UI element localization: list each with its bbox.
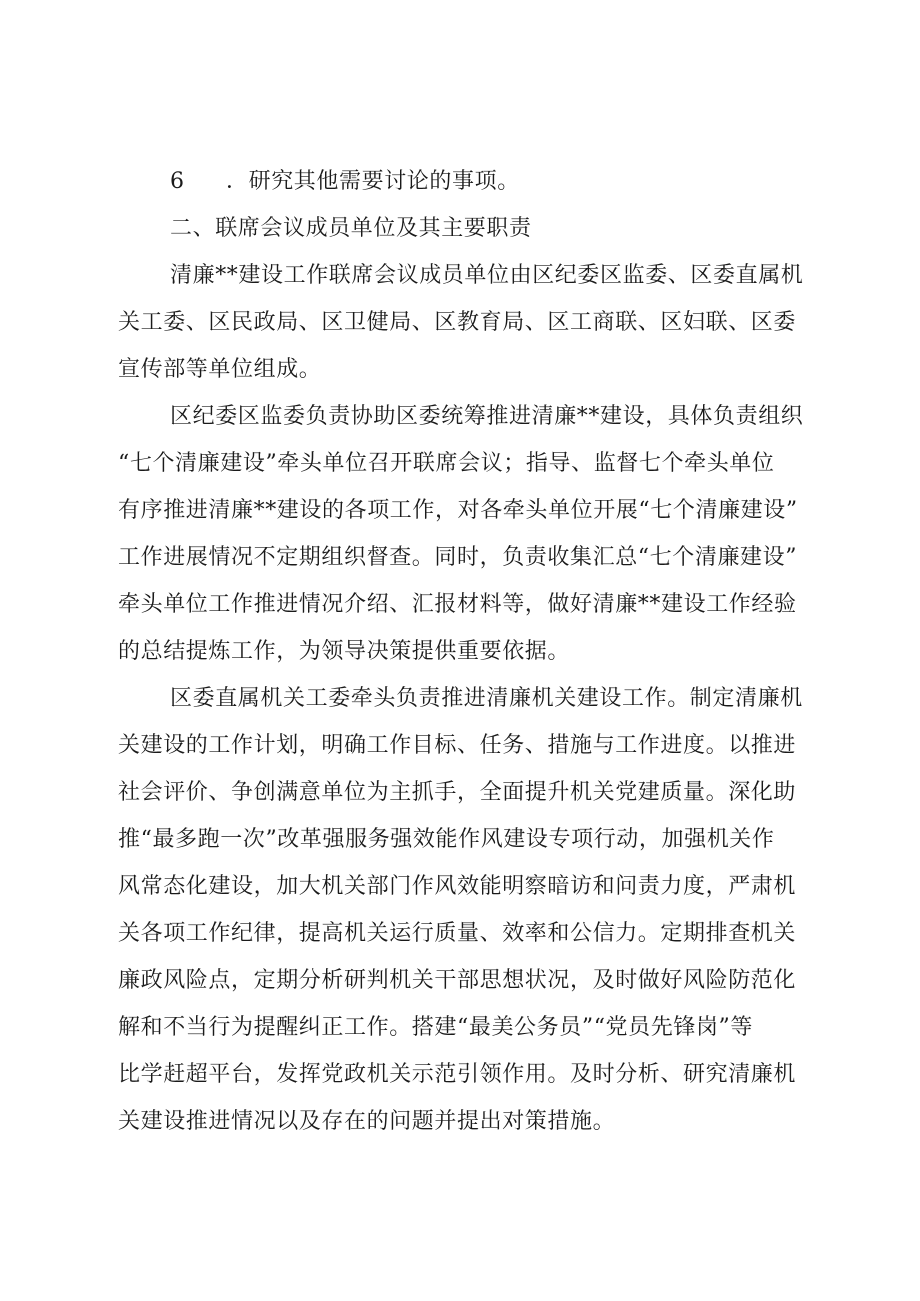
paragraph-line: 区纪委区监委负责协助区委统筹推进清廉**建设，具体负责组织: [170, 404, 804, 429]
paragraph-line: “七个清廉建设”牵头单位召开联席会议；指导、监督七个牵头单位: [118, 451, 775, 476]
paragraph-discipline-committee: [118, 393, 808, 675]
document-body: [118, 158, 808, 1145]
paragraph-members: [118, 252, 808, 393]
paragraph-line: 牵头单位工作推进情况介绍、汇报材料等，做好清廉**建设工作经验: [118, 592, 797, 617]
paragraph-organs-committee: [118, 675, 808, 1145]
paragraph-line: 关各项工作纪律，提高机关运行质量、效率和公信力。定期排查机关: [118, 921, 797, 946]
paragraph-line: 推“最多跑一次”改革强服务强效能作风建设专项行动，加强机关作: [118, 827, 775, 852]
paragraph-line: 社会评价、争创满意单位为主抓手，全面提升机关党建质量。深化助: [118, 780, 797, 805]
list-item-number: 6: [170, 169, 185, 194]
paragraph-line: 廉政风险点，定期分析研判机关干部思想状况，及时做好风险防范化: [118, 968, 797, 993]
paragraph-line: 风常态化建设，加大机关部门作风效能明察暗访和问责力度，严肃机: [118, 874, 797, 899]
paragraph-line: 关建设的工作计划，明确工作目标、任务、措施与工作进度。以推进: [118, 733, 797, 758]
section-heading: 二、联席会议成员单位及其主要职责: [170, 216, 532, 241]
paragraph-line: 比学赶超平台，发挥党政机关示范引领作用。及时分析、研究清廉机: [118, 1062, 797, 1087]
paragraph-line: 清廉**建设工作联席会议成员单位由区纪委区监委、区委直属机: [170, 263, 804, 288]
paragraph-line: 解和不当行为提醒纠正工作。搭建“最美公务员”“党员先锋岗”等: [118, 1015, 753, 1040]
paragraph-line: 关工委、区民政局、区卫健局、区教育局、区工商联、区妇联、区委: [118, 310, 797, 335]
paragraph-line: 的总结提炼工作，为领导决策提供重要依据。: [118, 639, 571, 664]
paragraph-line: 关建设推进情况以及存在的问题并提出对策措施。: [118, 1109, 616, 1134]
paragraph-line: 有序推进清廉**建设的各项工作，对各牵头单位开展“七个清廉建设”: [118, 498, 798, 523]
paragraph-line: 区委直属机关工委牵头负责推进清廉机关建设工作。制定清廉机: [170, 686, 803, 711]
list-item-text: ．研究其他需要讨论的事项。: [226, 169, 520, 194]
list-item-6: [118, 158, 808, 205]
paragraph-line: 宣传部等单位组成。: [118, 357, 322, 382]
paragraph-line: 工作进展情况不定期组织督查。同时，负责收集汇总“七个清廉建设”: [118, 545, 798, 570]
